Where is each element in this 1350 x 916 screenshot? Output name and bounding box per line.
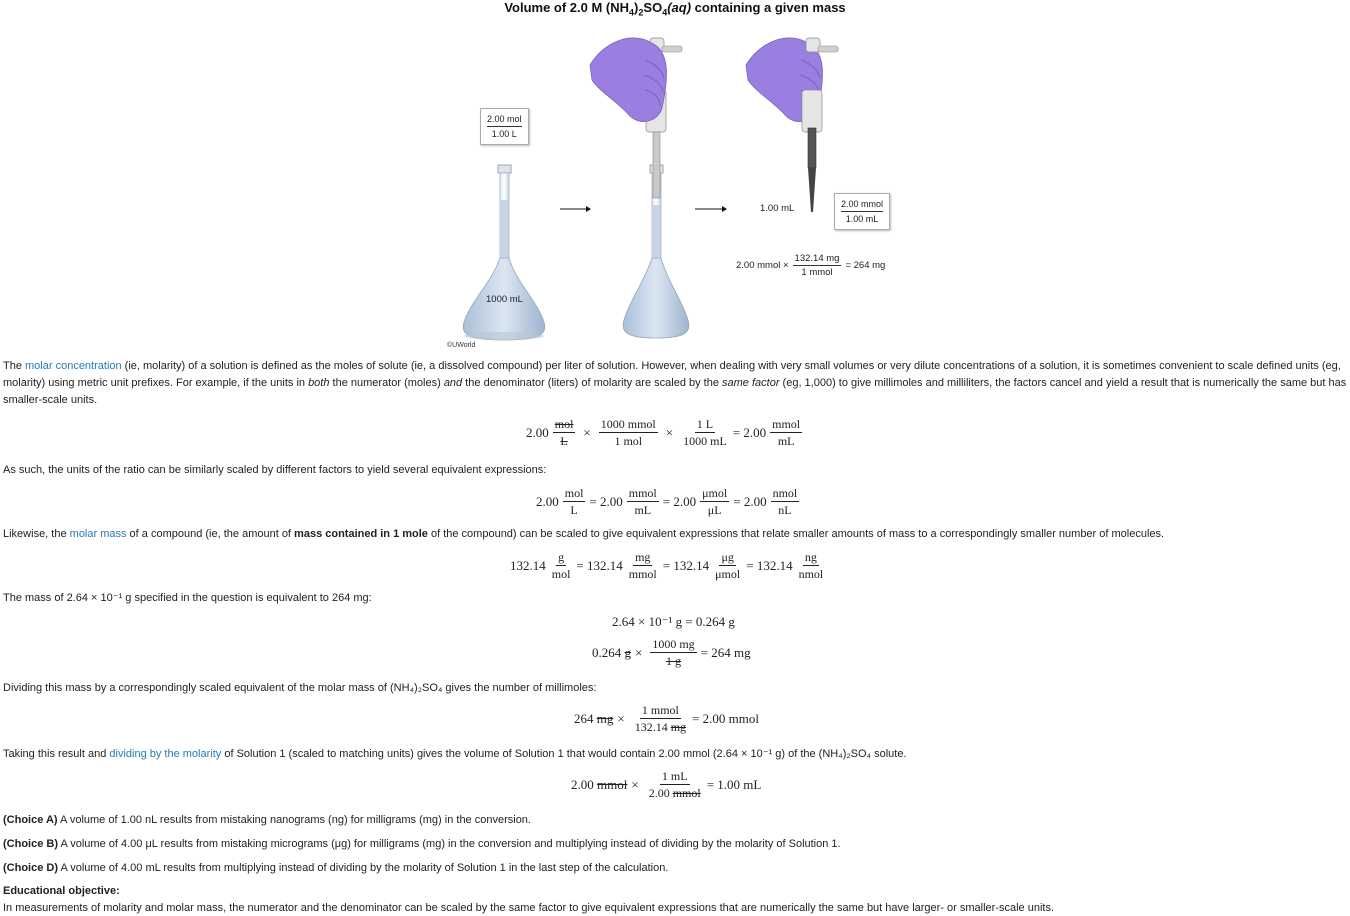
- paragraph-millimoles: Dividing this mass by a correspondingly scaled equivalent of the molar mass of (NH₄)₂SO₄ gives the number of millimoles:: [3, 682, 597, 694]
- paragraph-molar-mass: Likewise, the molar mass of a compound (ie, the amount of mass contained in 1 mole of the compound) can be scaled to give equivalent expressions that relate smaller amounts of mass to a correspondingly smaller number of molecules.: [3, 528, 1165, 540]
- flask-volume-label: 1000 mL: [486, 294, 523, 305]
- tip-volume-label: 1.00 mL: [760, 203, 795, 214]
- educational-objective: In measurements of molarity and molar mass, the numerator and the denominator can be scaled by the same factor to give equivalent expressions that are numerically the same but have larger- or smaller-scale units.: [3, 902, 1055, 914]
- volumetric-flask-2: [590, 38, 689, 338]
- paragraph-mass-conversion: The mass of 2.64 × 10⁻¹ g specified in the question is equivalent to 264 mg:: [3, 592, 372, 604]
- equation-volume: 2.00 mmol × $\frac{1 mL}{\text{2.00 mmol}}$ = 1.00 mL: [571, 769, 762, 800]
- dividing-by-molarity-link[interactable]: dividing by the molarity: [109, 748, 222, 760]
- copyright: ©UWorld: [447, 342, 476, 349]
- figure-title: Volume of 2.0 M $(NH_4)_2SO_4(aq)$ containing a given mass: [504, 0, 846, 18]
- arrow-1: [560, 206, 591, 212]
- paragraph-volume: Taking this result and dividing by the molarity of Solution 1 (scaled to matching units) gives the volume of Solution 1 that would contain 2.00 mmol (2.64 × 10⁻¹ g) of the (NH₄)₂SO₄ solute.: [3, 748, 907, 760]
- choice-d-explanation: (Choice D) A volume of 4.00 mL results from multiplying instead of dividing by the molarity of Solution 1 in the last step of the calculation.: [3, 862, 669, 874]
- educational-objective-title: Educational objective:: [3, 885, 120, 897]
- equation-unit-scaling: 2.00 $\frac{\text{mol}}{L}$ × $\frac{\text{1000 mmol}}{\text{1 mol}}$ × $\frac{1 L}{1000 mL}$ = 2.00 $\frac{\text{mmol}}{mL}$: [526, 417, 801, 448]
- choice-a-explanation: (Choice A) A volume of 1.00 nL results from mistaking nanograms (ng) for milligrams (mg) in the conversion.: [3, 814, 531, 826]
- paragraph-equivalent-expressions: As such, the units of the ratio can be similarly scaled by different factors to yield several equivalent expressions:: [3, 464, 547, 476]
- equation-molarity-equivalents: 2.00 $\frac{\text{mol}}{L}$ = 2.00 $\frac{\text{mmol}}{mL}$ = 2.00 $\frac{\text{μmol}}{\mu L}$ = 2.00 $\frac{\text{nmol}}{nL}$: [536, 486, 798, 517]
- molar-concentration-link[interactable]: molar concentration: [25, 360, 122, 372]
- equation-millimoles: 264 mg × $\frac{\text{1 mmol}}{132.14 mg}$ = 2.00 mmol: [574, 703, 759, 734]
- molar-mass-link[interactable]: molar mass: [69, 528, 127, 540]
- molarity-callout: 2.00 mol 1.00 L: [480, 108, 529, 145]
- volumetric-flask-1: [463, 165, 545, 340]
- arrow-2: [695, 206, 727, 212]
- paragraph-molar-concentration: The molar concentration (ie, molarity) of a solution is defined as the moles of solute (ie, a dissolved compound) per liter of solution. However, when dealing with very small volumes or very dilute concentrations of a solution, it is sometimes convenient to scale defined units (eg, molarity) using metric unit prefixes. For example, if the units in both the numerator (moles) and the denominator (liters) of molarity are scaled by the same factor (eg, 1,000) to give millimoles and milliliters, the factors cancel and yield a result that is numerically the same but has smaller-scale units.: [3, 360, 1347, 406]
- choice-b-explanation: (Choice B) A volume of 4.00 μL results from mistaking micrograms (μg) for milligrams (mg) in the conversion and multiplying instead of dividing by the molarity of Solution 1.: [3, 838, 841, 850]
- equation-mass-grams: 2.64 × 10⁻¹ g = 0.264 g: [612, 614, 735, 629]
- equation-mass-milligrams: 0.264 g × $\frac{1000 mg}{1 g}$ = 264 mg: [592, 637, 751, 668]
- pipetting-figure: [440, 20, 940, 355]
- equation-molar-mass-equivalents: 132.14 $\frac{g}{\text{mol}}$ = 132.14 $\frac{mg}{\text{mmol}}$ = 132.14 $\frac{\mu g}{\text{μmol}}$ = 132.14 $\frac{ng}{\text{nmol}}$: [510, 550, 824, 581]
- mass-calculation: 2.00 mmol × 132.14 mg 1 mmol = 264 mg: [736, 253, 886, 278]
- scaled-molarity-callout: 2.00 mmol 1.00 mL: [834, 193, 890, 230]
- micropipette: [746, 38, 838, 212]
